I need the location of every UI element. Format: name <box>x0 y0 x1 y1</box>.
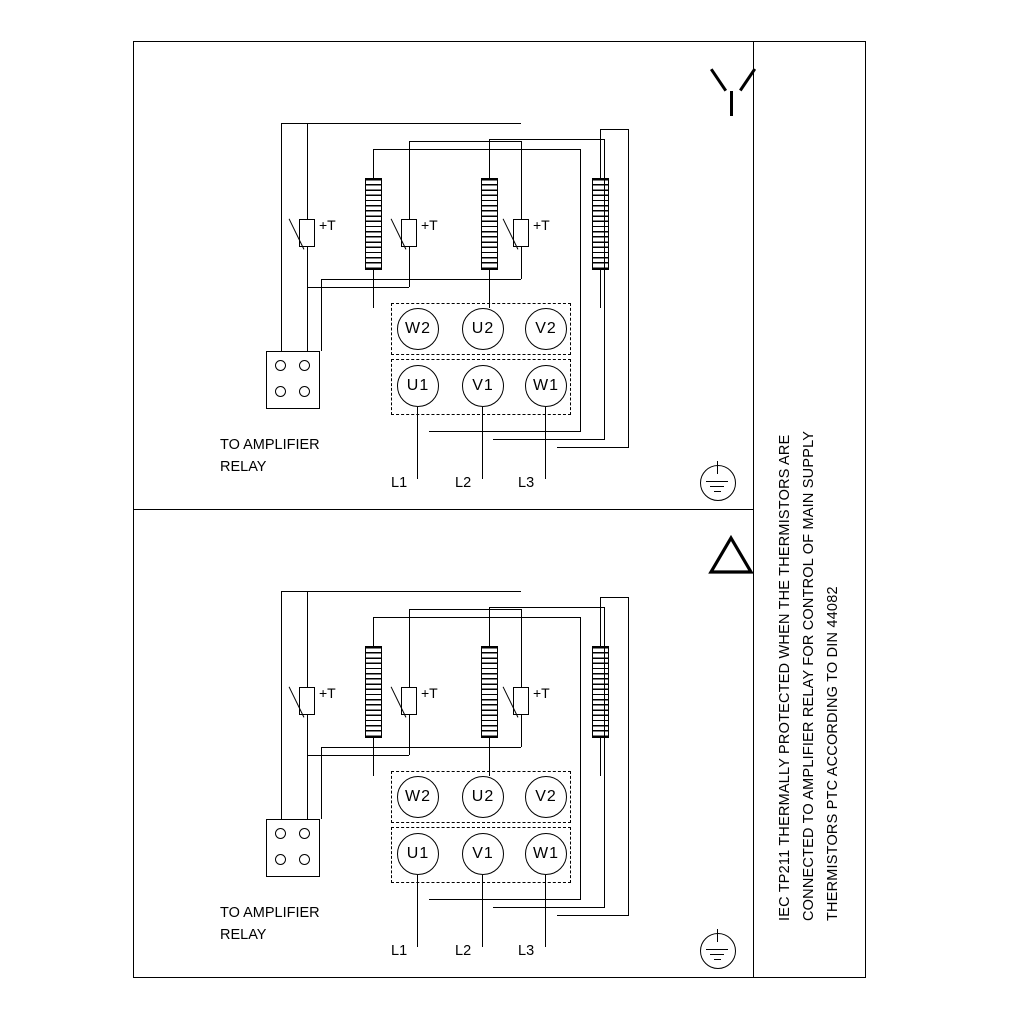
wire-link-1top <box>373 617 581 618</box>
wire-link-1top <box>373 149 581 150</box>
thermistor-3-icon <box>513 681 529 721</box>
wire-ptc2-riser <box>409 141 410 205</box>
terminal-u2: U2 <box>462 776 504 818</box>
wire-coil3-to-v2 <box>600 738 601 776</box>
terminal-v2: V2 <box>525 776 567 818</box>
wire-link-3top <box>600 597 628 598</box>
delta-connection-icon <box>708 535 754 575</box>
wire-link-1down <box>373 149 374 179</box>
wire-coil2-to-u2 <box>489 738 490 776</box>
wire-link-3v <box>628 597 629 916</box>
amplifier-relay-line2: RELAY <box>220 927 267 943</box>
terminal-w2: W2 <box>397 776 439 818</box>
wire-ptc1-bottom <box>307 253 308 351</box>
supply-label-l2: L2 <box>455 943 472 959</box>
amplifier-relay-line1: TO AMPLIFIER <box>220 905 320 921</box>
terminal-w1: W1 <box>525 365 567 407</box>
wire-ptc2-riser <box>409 609 410 673</box>
wire-l2-drop <box>482 875 483 947</box>
terminal-v1: V1 <box>462 833 504 875</box>
wire-link-1v <box>580 617 581 900</box>
terminal-v2: V2 <box>525 308 567 350</box>
wire-ptc-return-12 <box>307 287 409 288</box>
thermistor-1-label: +T <box>319 685 336 701</box>
terminal-u1: U1 <box>397 365 439 407</box>
wire-ptc-link-12 <box>409 609 521 610</box>
wire-ptc-bus-left <box>281 591 282 819</box>
amplifier-relay-line2: RELAY <box>220 459 267 475</box>
winding-coil-2 <box>481 646 498 738</box>
thermistor-2-icon <box>401 681 417 721</box>
wire-ptc-bus-top <box>281 591 521 592</box>
thermistor-3-label: +T <box>533 217 550 233</box>
thermistor-1-label: +T <box>319 217 336 233</box>
terminal-v1: V1 <box>462 365 504 407</box>
thermistor-3-icon <box>513 213 529 253</box>
wire-l2-drop <box>482 407 483 479</box>
wire-link-3down <box>600 129 601 179</box>
wire-ptc-return-12 <box>307 755 409 756</box>
wire-link-3v <box>628 129 629 448</box>
thermistor-2-icon <box>401 213 417 253</box>
wire-link-2v <box>604 139 605 440</box>
wire-link-2h <box>493 439 605 440</box>
wire-coil1-to-w2 <box>373 738 374 776</box>
wire-ptc1-top <box>307 673 308 683</box>
wire-l3-drop <box>545 875 546 947</box>
wire-ptc2-top <box>409 673 410 683</box>
amplifier-relay-line1: TO AMPLIFIER <box>220 437 320 453</box>
supply-label-l2: L2 <box>455 475 472 491</box>
wire-ptc2-top <box>409 205 410 215</box>
panel-delta-connection <box>133 509 753 977</box>
terminal-w1: W1 <box>525 833 567 875</box>
wire-ptc1-top <box>307 205 308 215</box>
wire-l1-drop <box>417 407 418 479</box>
wire-coil3-to-v2 <box>600 270 601 308</box>
thermistor-1-icon <box>299 213 315 253</box>
wire-link-3h <box>557 447 629 448</box>
wire-l3-drop <box>545 407 546 479</box>
wire-coil1-to-w2 <box>373 270 374 308</box>
wire-ptc-bus-top <box>281 123 521 124</box>
wire-ptc1-riser <box>307 591 308 673</box>
wire-ptc-link-12 <box>409 141 521 142</box>
wire-ptc3-top <box>521 673 522 683</box>
wire-link-1v <box>580 149 581 432</box>
note-line-3: THERMISTORS PTC ACCORDING TO DIN 44082 <box>825 586 841 921</box>
wire-link-1down <box>373 617 374 647</box>
wire-link-1h <box>429 899 581 900</box>
wire-ptc3-bottom <box>521 253 522 279</box>
wire-ptc2-bottom <box>409 253 410 287</box>
wire-ptc-return-drop <box>321 747 322 819</box>
earth-icon <box>696 929 740 965</box>
wire-link-1h <box>429 431 581 432</box>
wire-l1-drop <box>417 875 418 947</box>
amplifier-terminal-block <box>266 819 320 877</box>
wire-ptc-return-23 <box>321 279 521 280</box>
wire-ptc1-riser <box>307 123 308 205</box>
wire-ptc-bus-left <box>281 123 282 351</box>
wire-ptc-return-23 <box>321 747 521 748</box>
supply-label-l1: L1 <box>391 475 408 491</box>
wire-link-2down <box>489 139 490 179</box>
winding-coil-3 <box>592 178 609 270</box>
wire-link-2h <box>493 907 605 908</box>
earth-icon <box>696 461 740 497</box>
supply-label-l3: L3 <box>518 943 535 959</box>
delta-icon-svg <box>708 535 754 575</box>
thermistor-1-icon <box>299 681 315 721</box>
star-connection-icon <box>710 70 754 116</box>
note-line-2: CONNECTED TO AMPLIFIER RELAY FOR CONTROL OF MAIN SUPPLY <box>801 430 817 921</box>
winding-coil-3 <box>592 646 609 738</box>
wire-link-2v <box>604 607 605 908</box>
wire-link-3h <box>557 915 629 916</box>
wire-ptc-return-drop <box>321 279 322 351</box>
supply-label-l1: L1 <box>391 943 408 959</box>
winding-coil-2 <box>481 178 498 270</box>
terminal-w2: W2 <box>397 308 439 350</box>
wire-coil2-to-u2 <box>489 270 490 308</box>
note-line-1: IEC TP211 THERMALLY PROTECTED WHEN THE THERMISTORS ARE <box>777 434 793 921</box>
thermistor-3-label: +T <box>533 685 550 701</box>
wire-ptc3-bottom <box>521 721 522 747</box>
wire-link-3down <box>600 597 601 647</box>
wire-link-3top <box>600 129 628 130</box>
wire-ptc2-bottom <box>409 721 410 755</box>
wire-ptc3-top <box>521 205 522 215</box>
wire-link-2down <box>489 607 490 647</box>
panel-star-connection <box>133 41 753 509</box>
wire-ptc1-bottom <box>307 721 308 819</box>
note-column <box>753 41 866 978</box>
thermistor-2-label: +T <box>421 685 438 701</box>
thermistor-2-label: +T <box>421 217 438 233</box>
amplifier-terminal-block <box>266 351 320 409</box>
winding-coil-1 <box>365 646 382 738</box>
terminal-u2: U2 <box>462 308 504 350</box>
wire-ptc3-riser <box>521 609 522 681</box>
terminal-u1: U1 <box>397 833 439 875</box>
wire-ptc3-riser <box>521 141 522 213</box>
supply-label-l3: L3 <box>518 475 535 491</box>
winding-coil-1 <box>365 178 382 270</box>
